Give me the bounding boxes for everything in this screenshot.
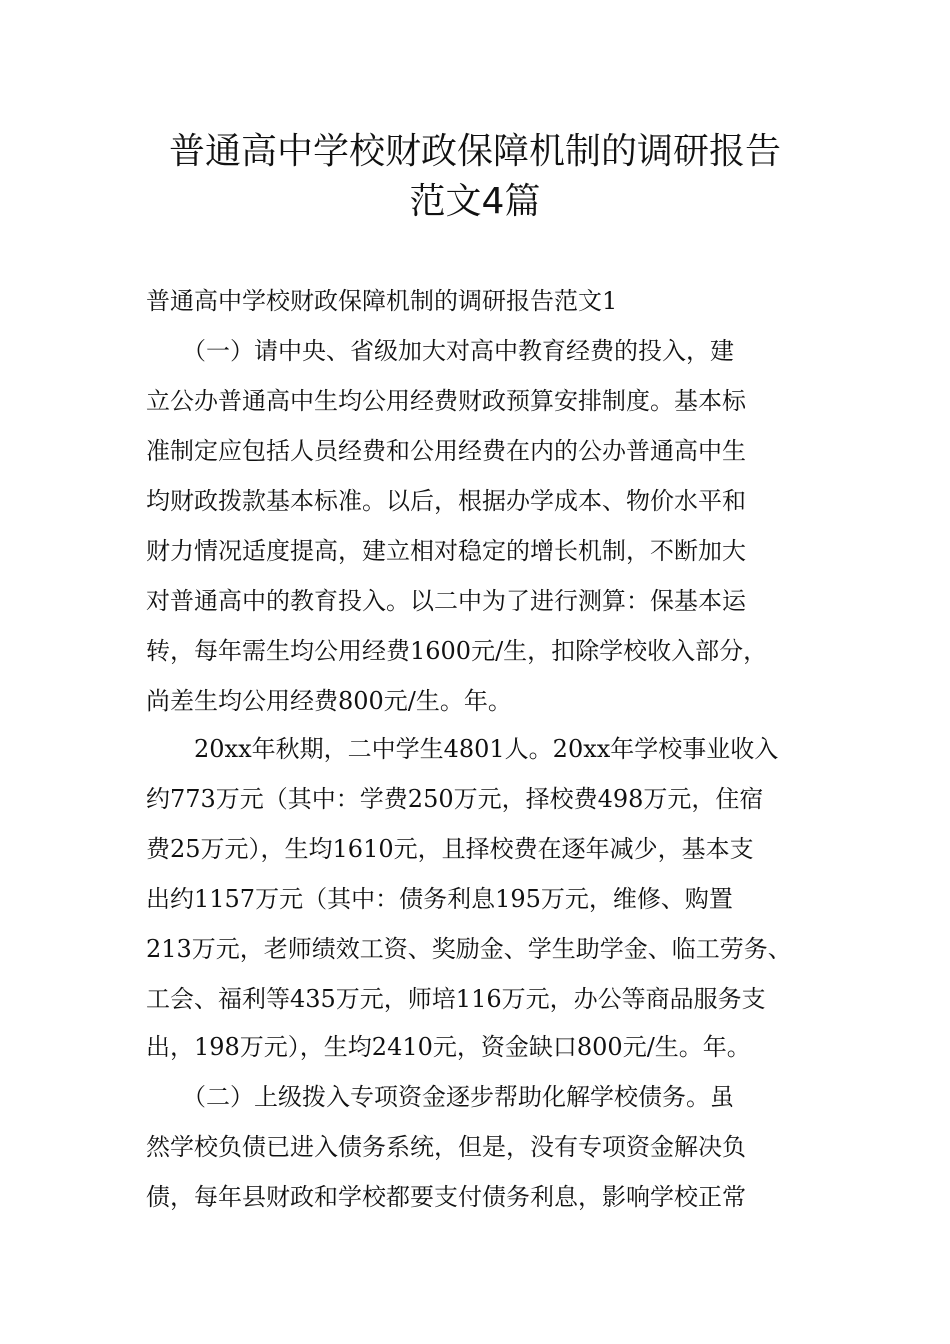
text-line: 约773万元（其中：学费250万元，择校费498万元，住宿	[146, 785, 764, 813]
text-line: 立公办普通高中生均公用经费财政预算安排制度。基本标	[146, 387, 746, 415]
text-line: 工会、福利等435万元，师培116万元，办公等商品服务支	[146, 985, 766, 1013]
text-line: 213万元，老师绩效工资、奖励金、学生助学金、临工劳务、	[146, 935, 792, 963]
text-line: 均财政拨款基本标准。以后，根据办学成本、物价水平和	[146, 487, 746, 515]
section-heading: 普通高中学校财政保障机制的调研报告范文1	[146, 287, 618, 315]
document-title-line-2: 范文4篇	[409, 181, 541, 222]
text-line: 费25万元），生均1610元，且择校费在逐年减少，基本支	[146, 835, 754, 863]
text-line: （二）上级拨入专项资金逐步帮助化解学校债务。虽	[146, 1083, 734, 1111]
text-line: 转，每年需生均公用经费1600元/生，扣除学校收入部分，	[146, 637, 768, 665]
text-line: 20xx年秋期，二中学生4801人。20xx年学校事业收入	[146, 735, 779, 763]
text-line: 出，198万元），生均2410元，资金缺口800元/生。年。	[146, 1033, 751, 1061]
text-line: 准制定应包括人员经费和公用经费在内的公办普通高中生	[146, 437, 746, 465]
document-title-line-1: 普通高中学校财政保障机制的调研报告	[168, 131, 781, 172]
text-line: 出约1157万元（其中：债务利息195万元，维修、购置	[146, 885, 733, 913]
text-line: 然学校负债已进入债务系统，但是，没有专项资金解决负	[146, 1133, 746, 1161]
text-line: 尚差生均公用经费800元/生。年。	[146, 687, 512, 715]
text-line: 对普通高中的教育投入。以二中为了进行测算：保基本运	[146, 587, 746, 615]
text-line: 财力情况适度提高，建立相对稳定的增长机制，不断加大	[146, 537, 746, 565]
text-line: 债，每年县财政和学校都要支付债务利息，影响学校正常	[146, 1183, 746, 1211]
text-line: （一）请中央、省级加大对高中教育经费的投入，建	[146, 337, 734, 365]
